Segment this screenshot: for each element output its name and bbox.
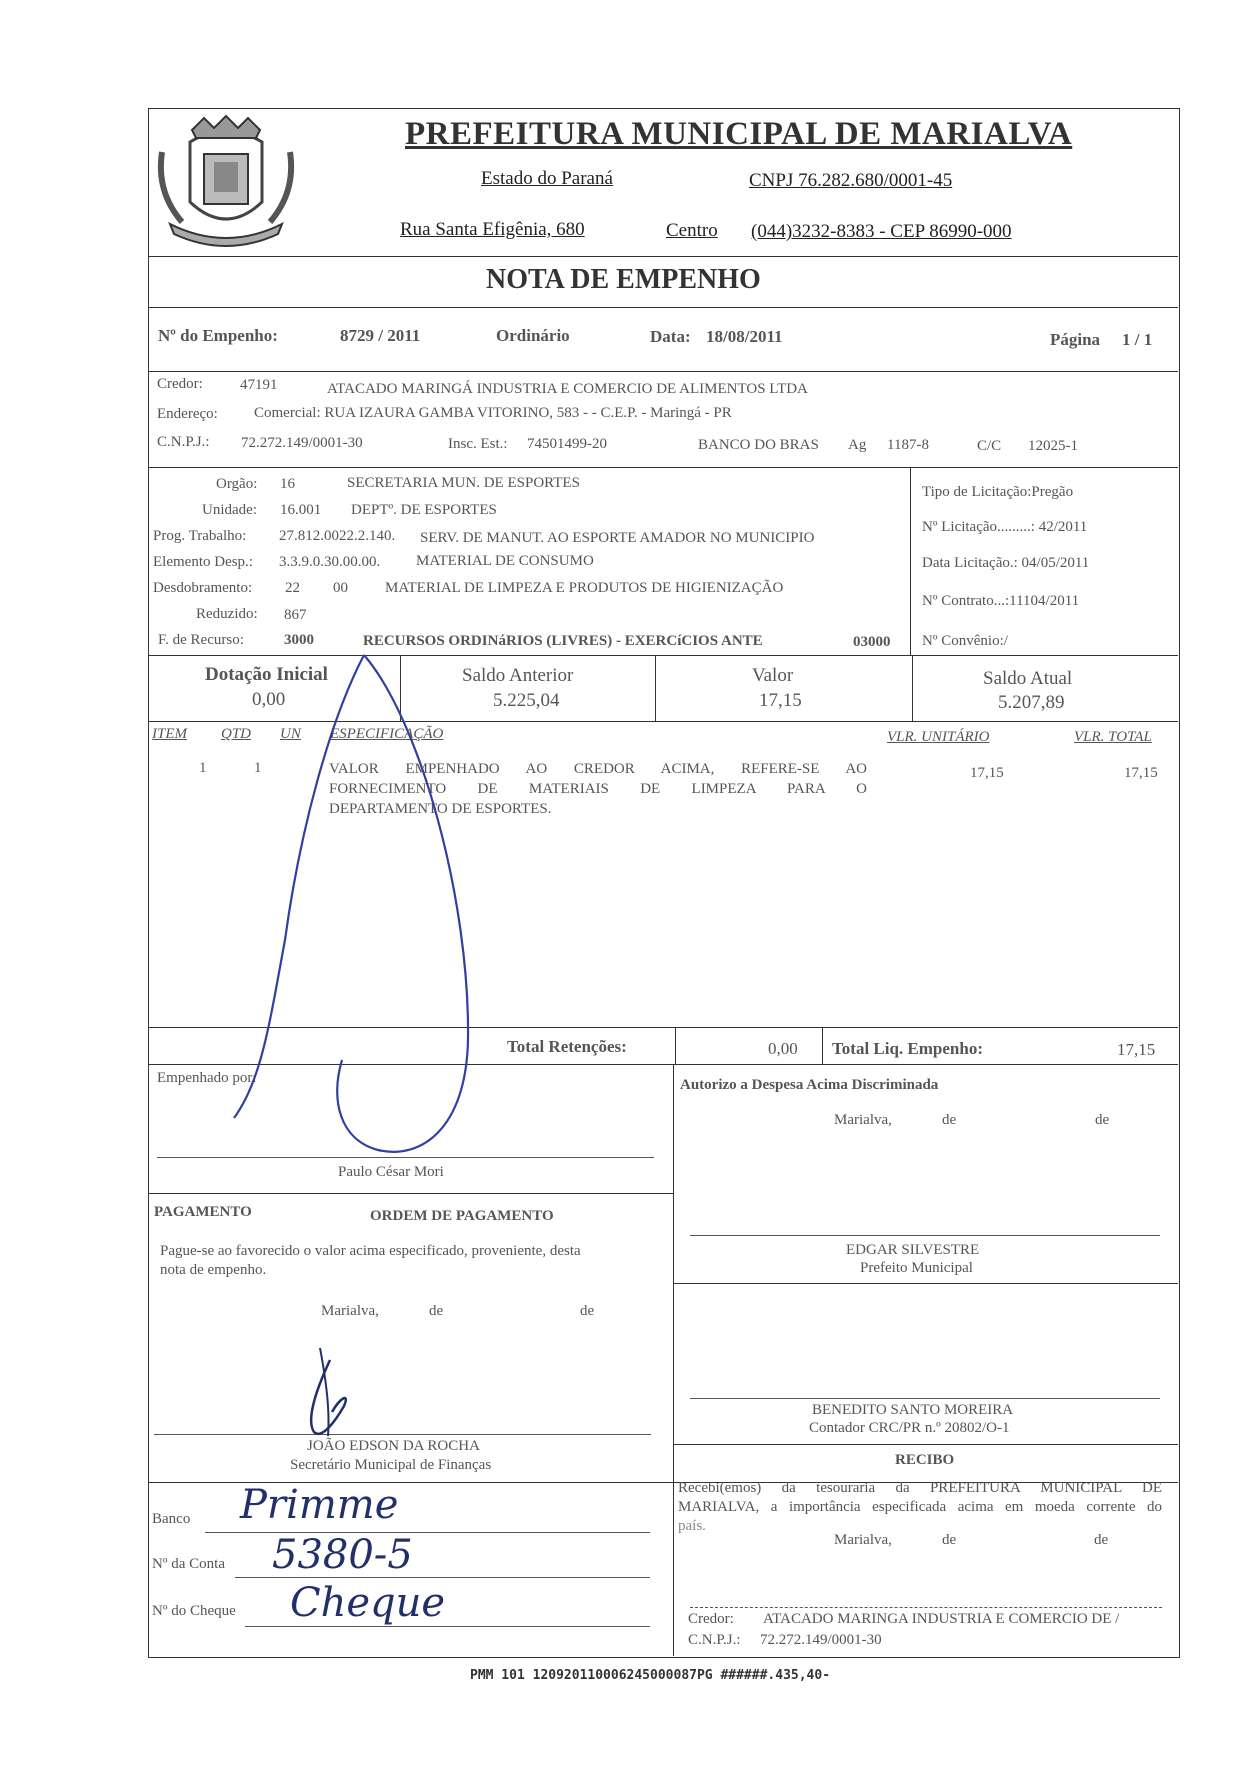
credor-cc: 12025-1 xyxy=(1028,438,1078,454)
empenho-date: 18/08/2011 xyxy=(706,327,783,346)
liquido-label: Total Liq. Empenho: xyxy=(832,1039,983,1058)
prog-code: 27.812.0022.2.140. xyxy=(279,528,396,544)
orgao-label: Orgão: xyxy=(216,476,258,492)
licitacao-convenio: Nº Convênio:/ xyxy=(922,633,1008,649)
pagamento-de2: de xyxy=(580,1303,595,1319)
saldo-anterior-label: Saldo Anterior xyxy=(462,665,574,686)
recibo-credor-label: Credor: xyxy=(688,1611,734,1627)
autorizo-de1: de xyxy=(942,1112,957,1128)
prog-name: SERV. DE MANUT. AO ESPORTE AMADOR NO MUNICIPIO xyxy=(420,530,815,546)
state-name: Estado do Paraná xyxy=(481,168,613,189)
empenho-number: 8729 / 2011 xyxy=(340,326,421,345)
credor-ie-label: Insc. Est.: xyxy=(448,436,508,452)
doc-title: NOTA DE EMPENHO xyxy=(486,264,761,295)
cheque-label: Nº do Cheque xyxy=(152,1603,236,1619)
reduzido-label: Reduzido: xyxy=(196,606,258,622)
banco-handwritten: Primme xyxy=(240,1482,399,1528)
recibo-text2: MARIALVA, a importância especificada acima em moeda corrente do xyxy=(678,1499,1162,1515)
retencoes-label: Total Retenções: xyxy=(507,1037,627,1056)
item-desc-line1: VALOR EMPENHADO AO CREDOR ACIMA, REFERE-SE AO xyxy=(329,761,867,777)
recibo-de1: de xyxy=(942,1532,957,1548)
credor-ie: 74501499-20 xyxy=(527,436,607,452)
item-qtd: 1 xyxy=(254,760,262,776)
valor-value: 17,15 xyxy=(759,690,802,711)
credor-address-label: Endereço: xyxy=(157,406,218,422)
credor-cnpj-label: C.N.P.J.: xyxy=(157,434,210,450)
unidade-code: 16.001 xyxy=(280,502,322,518)
item-desc-line2: FORNECIMENTO DE MATERIAIS DE LIMPEZA PARA O xyxy=(329,781,867,797)
recibo-text1: Recebi(emos) da tesouraria da PREFEITURA MUNICIPAL DE xyxy=(678,1480,1162,1496)
secretario-name: JOÃO EDSON DA ROCHA xyxy=(307,1438,480,1454)
vlr-total-col-header: VLR. TOTAL xyxy=(1074,729,1152,745)
page-label: Página xyxy=(1050,330,1101,349)
prefeitura-address: Rua Santa Efigênia, 680 xyxy=(400,219,585,240)
unidade-name: DEPTº. DE ESPORTES xyxy=(351,502,497,518)
especificacao-col-header: ESPECIFICAÇÃO xyxy=(330,726,444,742)
credor-address: Comercial: RUA IZAURA GAMBA VITORINO, 583 - - C.E.P. - Maringá - PR xyxy=(254,405,732,421)
pagamento-de1: de xyxy=(429,1303,444,1319)
liquido-value: 17,15 xyxy=(1117,1040,1156,1059)
empenhado-label: Empenhado por: xyxy=(157,1070,257,1086)
dotacao-inicial-value: 0,00 xyxy=(252,689,286,710)
dotacao-inicial-label: Dotação Inicial xyxy=(205,664,328,685)
un-col-header: UN xyxy=(280,726,301,742)
desdobramento-sub: 00 xyxy=(333,580,348,596)
vlr-unitario-col-header: VLR. UNITÁRIO xyxy=(887,729,990,745)
pagamento-text2: nota de empenho. xyxy=(160,1262,267,1278)
prog-label: Prog. Trabalho: xyxy=(153,528,247,544)
desdobramento-code: 22 xyxy=(285,580,300,596)
recibo-cnpj-label: C.N.P.J.: xyxy=(688,1632,741,1648)
prefeitura-phone-cep: (044)3232-8383 - CEP 86990-000 xyxy=(751,221,1012,242)
credor-code: 47191 xyxy=(240,377,278,393)
empenho-type: Ordinário xyxy=(496,326,570,345)
conta-label: Nº da Conta xyxy=(152,1556,225,1572)
prefeito-name: EDGAR SILVESTRE xyxy=(846,1242,980,1258)
credor-cnpj: 72.272.149/0001-30 xyxy=(241,435,363,451)
autorizo-label: Autorizo a Despesa Acima Discriminada xyxy=(680,1077,939,1093)
licitacao-data: Data Licitação.: 04/05/2011 xyxy=(922,555,1090,571)
ordem-pagamento-label: ORDEM DE PAGAMENTO xyxy=(370,1208,554,1224)
recibo-label: RECIBO xyxy=(895,1452,955,1468)
elemento-label: Elemento Desp.: xyxy=(153,554,253,570)
prefeito-role: Prefeito Municipal xyxy=(860,1260,973,1276)
prefeitura-district: Centro xyxy=(666,220,718,241)
page-number: 1 / 1 xyxy=(1122,330,1153,349)
empenhado-name: Paulo César Mori xyxy=(338,1164,444,1180)
licitacao-contrato: Nº Contrato...:11104/2011 xyxy=(922,593,1080,609)
unidade-label: Unidade: xyxy=(202,502,257,518)
recibo-de2: de xyxy=(1094,1532,1109,1548)
elemento-code: 3.3.9.0.30.00.00. xyxy=(279,554,381,570)
autorizo-city: Marialva, xyxy=(834,1112,892,1128)
recurso-code: 3000 xyxy=(284,632,314,648)
conta-handwritten: 5380-5 xyxy=(272,1532,413,1578)
orgao-name: SECRETARIA MUN. DE ESPORTES xyxy=(347,475,580,491)
autorizo-de2: de xyxy=(1095,1112,1110,1128)
pagamento-text1: Pague-se ao favorecido o valor acima especificado, proveniente, desta xyxy=(160,1243,581,1259)
desdobramento-label: Desdobramento: xyxy=(153,580,253,596)
credor-bank: BANCO DO BRAS xyxy=(698,437,819,453)
recurso-name: RECURSOS ORDINáRIOS (LIVRES) - EXERCíCIOS ANTE xyxy=(363,633,763,649)
banco-label: Banco xyxy=(152,1511,191,1527)
credor-label: Credor: xyxy=(157,376,203,392)
recibo-text3: país. xyxy=(678,1518,706,1534)
desdobramento-name: MATERIAL DE LIMPEZA E PRODUTOS DE HIGIENIZAÇÃO xyxy=(385,580,784,596)
credor-ag-label: Ag xyxy=(848,437,867,453)
item-number: 1 xyxy=(199,760,207,776)
reduzido-value: 867 xyxy=(284,607,307,623)
cheque-handwritten: Cheque xyxy=(290,1580,446,1626)
retencoes-value: 0,00 xyxy=(768,1039,798,1058)
recibo-city: Marialva, xyxy=(834,1532,892,1548)
saldo-atual-value: 5.207,89 xyxy=(998,692,1065,713)
saldo-anterior-value: 5.225,04 xyxy=(493,690,560,711)
recurso-label: F. de Recurso: xyxy=(158,632,244,648)
secretario-role: Secretário Municipal de Finanças xyxy=(290,1457,492,1473)
credor-cc-label: C/C xyxy=(977,438,1002,454)
footer-code: PMM 101 120920110006245000087PG ######.435,40- xyxy=(470,1668,831,1683)
licitacao-tipo: Tipo de Licitação:Pregão xyxy=(922,484,1074,500)
prefeitura-cnpj: CNPJ 76.282.680/0001-45 xyxy=(749,170,953,191)
recibo-cnpj: 72.272.149/0001-30 xyxy=(760,1632,882,1648)
recibo-credor: ATACADO MARINGA INDUSTRIA E COMERCIO DE / xyxy=(763,1611,1120,1627)
pagamento-city: Marialva, xyxy=(321,1303,379,1319)
elemento-name: MATERIAL DE CONSUMO xyxy=(416,553,594,569)
saldo-atual-label: Saldo Atual xyxy=(983,668,1073,689)
valor-label: Valor xyxy=(752,665,794,686)
credor-name: ATACADO MARINGÁ INDUSTRIA E COMERCIO DE ALIMENTOS LTDA xyxy=(327,381,808,397)
item-total-value: 17,15 xyxy=(1124,765,1158,781)
empenho-number-label: Nº do Empenho: xyxy=(158,326,278,345)
contador-role: Contador CRC/PR n.º 20802/O-1 xyxy=(809,1420,1010,1436)
pagamento-label: PAGAMENTO xyxy=(154,1204,252,1220)
recurso-ref: 03000 xyxy=(853,634,891,650)
contador-name: BENEDITO SANTO MOREIRA xyxy=(812,1402,1014,1418)
item-unit-value: 17,15 xyxy=(970,765,1004,781)
licitacao-numero: Nº Licitação.........: 42/2011 xyxy=(922,519,1088,535)
qtd-col-header: QTD xyxy=(221,726,252,742)
prefeitura-title: PREFEITURA MUNICIPAL DE MARIALVA xyxy=(405,116,1073,152)
credor-ag: 1187-8 xyxy=(887,437,929,453)
orgao-code: 16 xyxy=(280,476,295,492)
item-col-header: ITEM xyxy=(152,726,187,742)
empenho-date-label: Data: xyxy=(650,327,691,346)
item-desc-line3: DEPARTAMENTO DE ESPORTES. xyxy=(329,801,552,817)
